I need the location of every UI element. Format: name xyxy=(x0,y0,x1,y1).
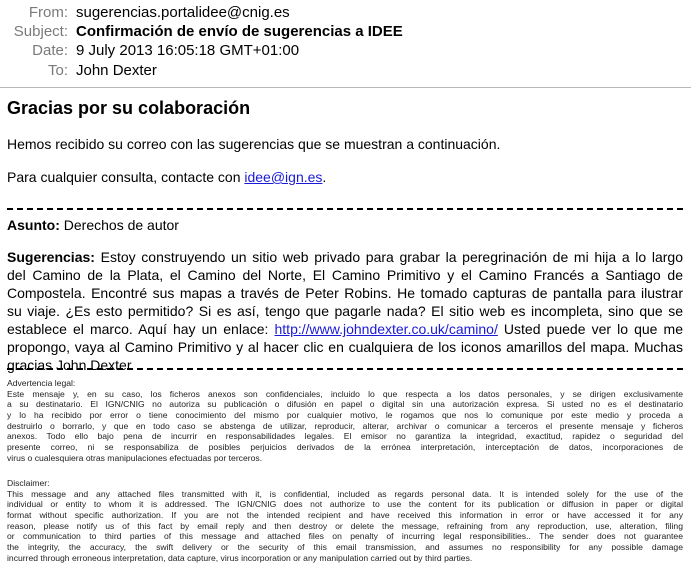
contact-line xyxy=(7,168,683,186)
legal-es-line: a su destinatario. El IGN/CNIG no autoriza su publicación o difusión en papel o digital sin una autorización expresa. Si usted no es el destinatario xyxy=(7,399,683,410)
legal-en-line: or communication to third parties of this message and attached files on penalty of incurring legal responsibilities.. The sender does not guarantee xyxy=(7,531,683,542)
legal-es-line: virus o cualesquiera otras manipulaciones efectuadas por terceros. xyxy=(7,452,263,463)
legal-en-line: incurred through erroneous interpretation, data capture, virus incorporation or any manipulation carried out by third parties. xyxy=(7,552,473,563)
sugerencias-line: gracias John Dexter xyxy=(7,357,132,373)
sugerencias-line: Sugerencias: Estoy construyendo un sitio web privado para grabar la peregrinación de mi hija a lo largo xyxy=(7,249,683,265)
sugerencias-label: Sugerencias: xyxy=(7,249,95,265)
subject-label: Subject: xyxy=(13,23,68,40)
asunto-label: Asunto: xyxy=(7,217,60,233)
asunto-line xyxy=(7,216,683,234)
from-address[interactable]: sugerencias.portalidee@cnig.es xyxy=(76,4,290,21)
legal-en-line: reason, please notify us of this fact by email reply and then destroy or delete the message, refraining from any reproduction, use, alteration, filing xyxy=(7,520,683,531)
legal-en-title: Disclaimer: xyxy=(7,478,50,488)
to-label: To: xyxy=(47,62,68,79)
legal-es-title: Advertencia legal: xyxy=(7,378,76,388)
legal-es-line: presente correo, ni se responsabiliza de posibles perjuicios derivados de la errónea interpretación, interceptación de datos, incorporaciones de xyxy=(7,442,683,453)
sugerencias-line: su viaje. ¿Es esto permitido? Si es así, tengo que pagarle nada? El sitio web es incompleta, sino que se xyxy=(7,303,683,319)
contact-suffix: . xyxy=(322,169,327,185)
sugerencias-line: establece el marco. Aquí hay un enlace: http://www.johndexter.co.uk/camino/ Usted puede ver lo que me xyxy=(7,321,683,337)
sugerencias-block xyxy=(7,248,683,374)
asunto-value: Derechos de autor xyxy=(59,217,179,233)
sugerencias-line: Compostela. Encontré sus mapas a través de Peter Robins. He tomado capturas de pantalla para ilustrar xyxy=(7,285,683,301)
legal-en-line: the integrity, the accuracy, the swift delivery or the security of this email transmission, and assumes no responsibility for any possible damage xyxy=(7,542,683,553)
header-to-row xyxy=(0,61,691,81)
legal-es-line: y lo ha recibido por error o tiene conocimiento del mismo por cualquier motivo, le rogamos que nos lo comunique por este medio y proceda a xyxy=(7,410,683,421)
camino-link[interactable]: http://www.johndexter.co.uk/camino/ xyxy=(274,321,498,337)
thanks-heading: Gracias por su colaboración xyxy=(7,98,251,118)
sugerencias-line: del Camino de la Plata, el Camino del Norte, El Camino Primitivo y el Camino Francés a Santiago de xyxy=(7,267,683,283)
date-label: Date: xyxy=(32,42,68,59)
date-value: 9 July 2013 16:05:18 GMT+01:00 xyxy=(76,42,300,59)
legal-es-line: Este mensaje y, en su caso, los ficheros anexos son confidenciales, incluido lo que respecta a los datos personales, y se dirigen exclusivamente xyxy=(7,388,683,399)
legal-en-line: This message and any attached files transmitted with it, is confidential, included as regards personal data. It is intended solely for the use of the xyxy=(7,488,683,499)
dashed-divider-top xyxy=(7,208,683,210)
contact-prefix: Para cualquier consulta, contacte con xyxy=(7,169,245,185)
legal-en-line: format without specific authorization. If you are not the intended recipient and have received this information in error or have accessed it for any xyxy=(7,510,683,521)
legal-en-line: individual or entity to whom it is addressed. The IGN/CNIG does not authorize to use the content for its publication or diffusion in paper or digital xyxy=(7,499,683,510)
header-divider xyxy=(0,87,691,88)
dashed-divider-bottom xyxy=(7,368,683,370)
contact-email-link[interactable]: idee@ign.es xyxy=(244,169,323,185)
legal-notice-es xyxy=(7,378,683,464)
legal-disclaimer-en xyxy=(7,478,683,564)
sugerencias-line: propongo, vaya al Camino Primitivo y al hacer clic en cualquiera de los iconos amarillos del mapa. Muchas xyxy=(7,339,683,355)
header-subject-row xyxy=(0,22,691,42)
header-date-row xyxy=(0,41,691,61)
legal-es-line: anexos. Todo ello bajo pena de incurrir en responsabilidades legales. El emisor no garantiza la integridad, exactitud, rapidez o seguridad del xyxy=(7,431,683,442)
from-label: From: xyxy=(28,4,68,21)
to-recipient[interactable]: John Dexter xyxy=(76,62,157,79)
subject-value: Confirmación de envío de sugerencias a IDEE xyxy=(76,23,403,40)
header-from-row xyxy=(0,3,691,23)
legal-es-line: destruirlo o borrarlo, y que en todo caso se abstenga de utilizar, reproducir, alterar, archivar o comunicar a terceros el presente mensaje y ficheros xyxy=(7,420,683,431)
received-text: Hemos recibido su correo con las sugerencias que se muestran a continuación. xyxy=(7,136,501,152)
